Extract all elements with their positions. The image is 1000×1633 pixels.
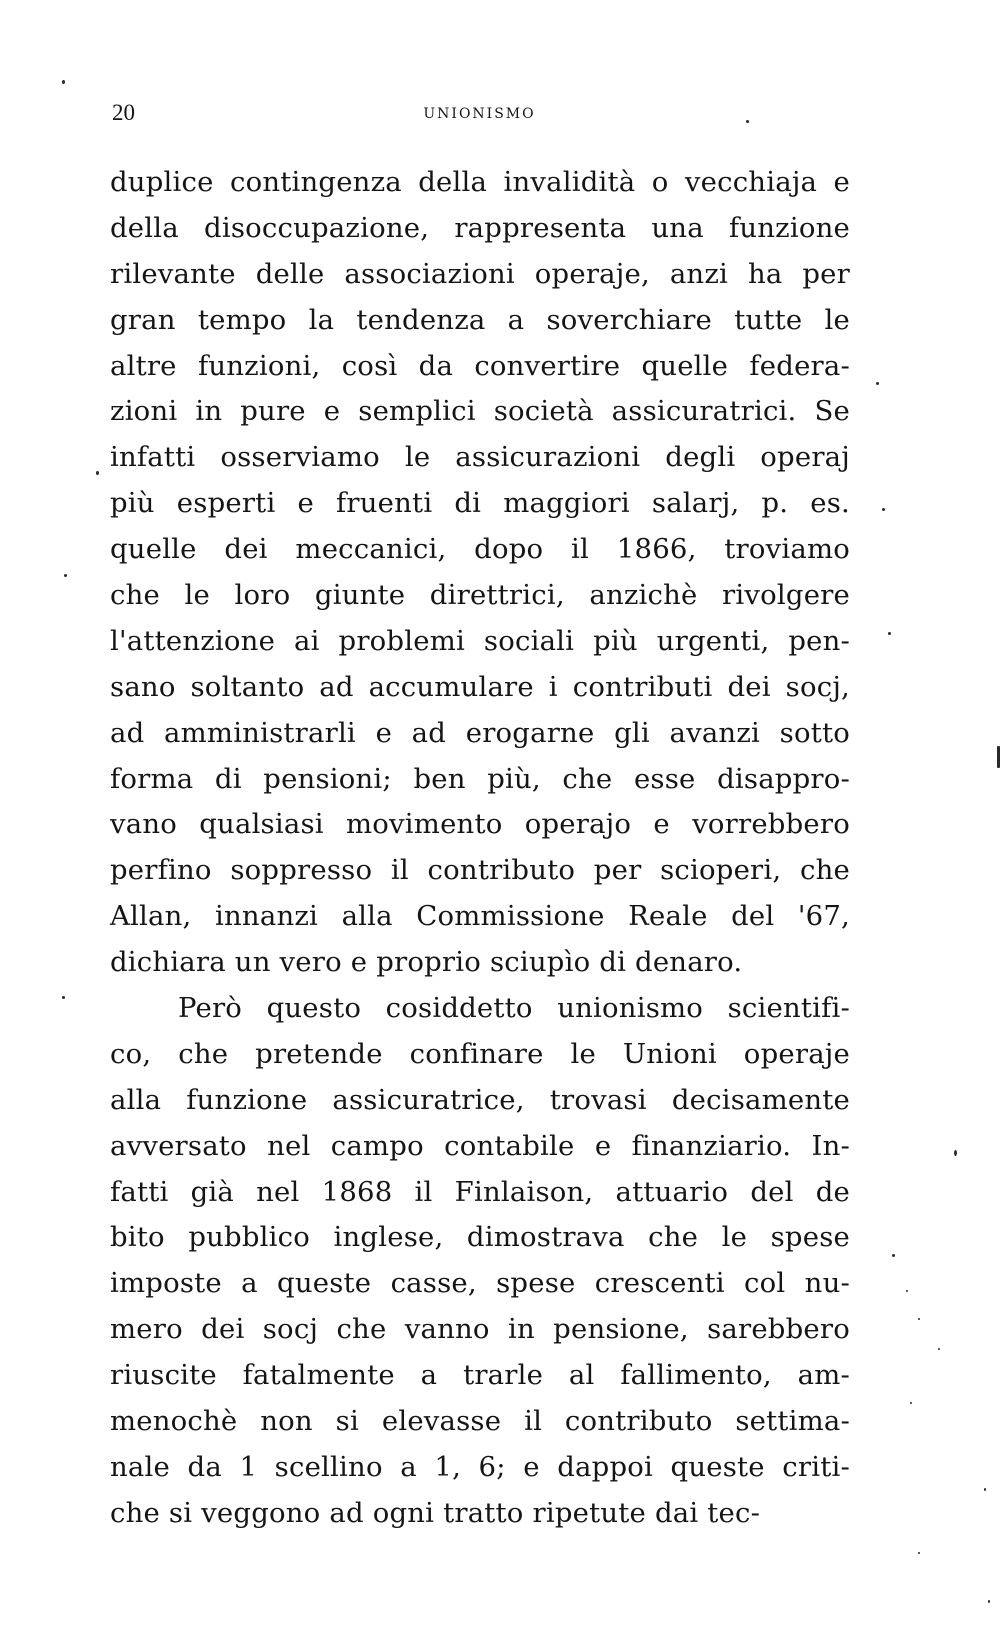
text-line: quelle dei meccanici, dopo il 1866, troviamo — [110, 533, 850, 566]
scan-speck — [888, 632, 891, 635]
scan-speck — [892, 1254, 895, 1257]
text-line: forma di pensioni; ben più, che esse disappro- — [110, 762, 850, 795]
body-text — [110, 160, 850, 1537]
scan-speck — [910, 1402, 912, 1404]
text-line: riuscite fatalmente a trarle al fallimento, am- — [110, 1359, 850, 1392]
text-line: l'attenzione ai problemi sociali più urgenti, pen- — [110, 624, 850, 657]
page-number: 20 — [112, 100, 135, 125]
text-line: che si veggono ad ogni tratto ripetute dai tec- — [110, 1496, 761, 1529]
scan-speck — [746, 120, 749, 123]
scan-speck — [62, 80, 65, 84]
scan-speck — [954, 1150, 957, 1156]
scan-speck — [64, 574, 67, 577]
page-header — [112, 100, 847, 136]
text-line: nale da 1 scellino a 1, 6; e dappoi queste criti- — [110, 1450, 850, 1483]
scan-speck — [984, 1488, 986, 1491]
text-line: alla funzione assicuratrice, trovasi decisamente — [110, 1083, 850, 1116]
text-line: dichiara un vero e proprio sciupìo di denaro. — [110, 946, 743, 979]
scan-speck — [906, 1290, 908, 1292]
scan-speck — [96, 471, 99, 475]
text-line: avversato nel campo contabile e finanziario. In- — [110, 1129, 850, 1162]
text-line: bito pubblico inglese, dimostrava che le spese — [110, 1221, 850, 1254]
scan-speck — [988, 1600, 990, 1603]
text-line: fatti già nel 1868 il Finlaison, attuario del de — [110, 1175, 850, 1208]
text-line: altre funzioni, così da convertire quelle federa- — [110, 349, 850, 382]
text-line: co, che pretende confinare le Unioni operaje — [110, 1037, 850, 1070]
scan-speck — [876, 382, 879, 385]
running-title: UNIONISMO — [423, 106, 536, 122]
paragraph — [110, 160, 850, 986]
text-line: Allan, innanzi alla Commissione Reale del '67, — [110, 900, 850, 933]
scan-speck — [918, 1318, 920, 1320]
text-line: che le loro giunte direttrici, anzichè rivolgere — [110, 579, 850, 612]
text-line: più esperti e fruenti di maggiori salarj, p. es. — [110, 487, 850, 520]
text-line: rilevante delle associazioni operaje, anzi ha per — [110, 257, 850, 290]
text-line: perfino soppresso il contributo per scioperi, che — [110, 854, 850, 887]
text-line: mero dei socj che vanno in pensione, sarebbero — [110, 1313, 850, 1346]
text-line: zioni in pure e semplici società assicuratrici. Se — [110, 395, 850, 428]
scan-speck — [938, 1348, 940, 1350]
scan-speck — [918, 1552, 920, 1554]
scan-speck — [882, 508, 885, 511]
text-line: ad amministrarli e ad erogarne gli avanzi sotto — [110, 716, 850, 749]
text-line: Però questo cosiddetto unionismo scientifi- — [178, 992, 850, 1025]
text-line: sano soltanto ad accumulare i contributi dei socj, — [110, 670, 850, 703]
text-line: menochè non si elevasse il contributo settima- — [110, 1405, 850, 1438]
text-line: vano qualsiasi movimento operajo e vorrebbero — [110, 808, 850, 841]
text-line: imposte a queste casse, spese crescenti col nu- — [110, 1267, 850, 1300]
paragraph — [110, 986, 850, 1537]
text-line: infatti osserviamo le assicurazioni degli operaj — [110, 441, 850, 474]
text-line: duplice contingenza della invalidità o vecchiaja e — [110, 166, 850, 198]
scan-speck — [62, 996, 65, 999]
text-line: della disoccupazione, rappresenta una funzione — [110, 211, 850, 244]
text-line: gran tempo la tendenza a soverchiare tutte le — [110, 303, 850, 336]
